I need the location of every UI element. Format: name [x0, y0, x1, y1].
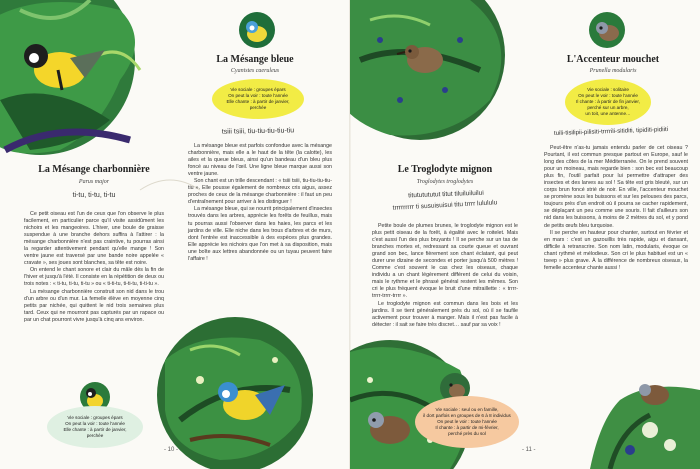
blue-tit-song: tsiii tsiii, tiu-tiu-tiu-tiu-tiu [221, 127, 295, 136]
paragraph: Ce petit oiseau est l'un de ceux que l'on observe le plus facilement, en particulier parce qu'il visite assidûment les nichoirs et les mangeoires. L'hiver, une boule de graisse suspendue à une branche dehors suffira à l'attirer : la mésange charbonnière n'est pas craintive, tu pourras ainsi la regarder attentivement pendant qu'elle mange ! Son ventre jaune est traversé par une bande noire appelée « cravate », ses joues sont blanches, sa tête est noire. [24, 211, 164, 267]
info-line: Il chante : à partir de mi-février, [435, 425, 499, 430]
wren-info-badge [415, 396, 519, 448]
great-tit-latin: Parus major [78, 179, 110, 185]
info-line: perché sur un arbre, [587, 105, 629, 110]
wren-title: Le Troglodyte mignon [397, 164, 493, 175]
info-line: Vie sociale : groupes épars [230, 87, 286, 92]
wren-foliage [350, 0, 505, 140]
great-tit-text [24, 211, 164, 324]
dunnock-title: L'Accenteur mouchet [566, 54, 660, 65]
paragraph: La mésange charbonnière construit son nid dans le trou d'un arbre ou d'un mur. La femelle élève en moyenne cinq petits par nichée, qui quittent le nid trois semaines plus tard. Ceux qui ne mourront pas capturés par un rapace ou par un chat pourront vivre jusqu'à cinq ans environ. [24, 288, 164, 323]
page-number-left: - 10 - [164, 447, 179, 453]
wren-latin: Troglodytes troglodytes [416, 179, 474, 185]
info-line: perché près du sol [448, 431, 486, 436]
paragraph: Son chant est un trille descendant : « tsiii tsiii, tiu-tiu-tiu-tiu-tiu ». Elle pousse également de nombreux cris aigus, assez proches de ceux de la mésange charbonnière : il faut un peu d'entraînement pour arriver à les distinguer ! [188, 178, 332, 206]
wren-text [372, 223, 518, 329]
info-line: un toit, une antenne… [585, 111, 631, 116]
blue-tit-text [188, 143, 332, 263]
blue-tit-info-badge [212, 79, 304, 119]
page-number-right: - 11 - [522, 447, 536, 453]
info-line: On peut le voir : toute l'année [437, 419, 497, 424]
paragraph: Le troglodyte mignon est commun dans les bois et les jardins. Il se tient généralement près du sol, où il se faufile activement pour trouver à manger. Mais il n'est pas facile à détecter : il sait se faire très discret… sauf par sa voix ! [372, 300, 518, 328]
paragraph: La mésange bleue est parfois confondue avec la mésange charbonnière, mais elle a le haut de la tête (la calotte), les ailes et la queue bleus, ainsi qu'un bandeau d'un bleu plus foncé au niveau de l'œil. Une ligne bleue marque aussi son ventre jaune. [188, 143, 332, 178]
great-tit-title: La Mésange charbonnière [38, 164, 150, 175]
great-tit-song: ti-tu, ti-tu, ti-tu [72, 192, 116, 199]
paragraph: Il se perche en hauteur pour chanter, surtout en février et en mars : c'est un gazouillis très rapide, aigu et dansant, difficile à retranscrire. Son nom latin, modularis, évoque ce chant rythmé et mélodieux. Son cri le plus habituel est un « tseep » plus grave. À la différence de nombreux oiseaux, la femelle accenteur chante aussi ! [544, 229, 688, 271]
info-line: On peut le voir : toute l'année [578, 93, 638, 98]
right-page [350, 0, 700, 469]
info-line: Elle chante : à partir de janvier, [63, 427, 127, 432]
info-line: Vie sociale : groupes épars [67, 415, 123, 420]
paragraph: La mésange bleue, qui se nourrit principalement d'insectes trouvés dans les arbres, apprécie les forêts de feuillus, mais tu pourras aussi l'observer dans les haies, les parcs et les jardins de ville. Elle niche dans les trous d'arbres et de murs, dont l'entrée est inaccessible à des espèces plus grandes. Elle apprécie les nichoirs que l'on met à sa disposition, mais une boîte aux lettres abandonnée ou un tuyau peuvent faire l'affaire ! [188, 206, 332, 262]
dunnock-latin: Prunella modularis [589, 68, 637, 74]
info-line: il dort parfois en groupes de 6 à 8 individus [423, 413, 511, 418]
dunnock-song: tuili-tisilipii-pilisiti-trrrrili-sitiditi, tipiditi-pidiiti [553, 126, 669, 137]
info-line: Il chante : à partir de fin janvier, [576, 99, 640, 104]
paragraph: On entend le chant sonore et clair du mâle dès la fin de l'hiver et jusqu'à l'été. Il consiste en la répétition de deux ou trois notes : « ti-tu, ti-tu, ti-tu » ou « ti-ti-tu, ti-ti-tu, ti-ti-tu ». [24, 267, 164, 288]
right-plants [590, 384, 700, 469]
great-tit-info-badge [47, 406, 143, 448]
wren-song-2: trrrrrrrrr ti susuisuisui titu trrrr lulululu [392, 199, 498, 212]
info-line: Vie sociale : solitaire [587, 87, 629, 92]
info-line: Elle chante : à partir de janvier, [226, 99, 290, 104]
paragraph: Peut-être n'as-tu jamais entendu parler de cet oiseau ? Pourtant, il est commun presque partout en Europe, sauf le long des côtes de la mer Méditerranée. On le prend souvent pour un moineau, mais regarde bien : son bec est beaucoup plus fin, l'outil parfait pour lui permettre d'attraper des insectes et des larves au sol ! Sa tête est gris bleuté, sur un corps brun foncé strié de noir. En ville, l'accenteur mouchet se promène sous les buissons et sur les pelouses des parcs, toujours près d'un endroit où il pourra se cacher rapidement, se déplaçant un peu comme une souris. Il fait d'ailleurs son nid dans les buissons, à moins de 2 mètres du sol, et y pond de petits œufs bleu turquoise. [544, 145, 688, 229]
info-line: On peut la voir : toute l'année [228, 93, 288, 98]
dunnock-info-badge [565, 79, 651, 125]
great-tit-foliage [0, 0, 140, 155]
info-line: On peut la voir : toute l'année [65, 421, 125, 426]
info-line: Vie sociale : seul ou en famille, [435, 407, 499, 412]
wren-song-1: titututututut titut tiluiluiluilui [408, 189, 484, 200]
blue-tit-latin: Cyanistes caeruleus [230, 68, 280, 74]
info-line: perchée [249, 105, 267, 110]
info-line: perchée [86, 433, 104, 438]
paragraph: Petite boule de plumes brunes, le troglodyte mignon est le plus petit oiseau de la forêt, à égalité avec le roitelet. Mais c'est aussi l'un des plus bruyants ! Il se perche sur un tas de branches mortes et, redressant sa courte queue et ouvrant grand son bec, lance fièrement son chant éclatant, qui peut durer une dizaine de secondes et porter jusqu'à 500 mètres ! Comme c'est souvent le cas chez les oiseaux, chaque individu a un chant légèrement différent de celui du voisin, mais le rythme et le phrasé général restent les mêmes. Son cri le plus fréquent évoque le bruit d'une mitraillette : « trrrr-trrrr-trrrr-trrrr ». [372, 223, 518, 300]
dunnock-text [544, 145, 688, 272]
blue-tit-title: La Mésange bleue [216, 54, 294, 65]
blue-tit-foliage [157, 317, 313, 469]
